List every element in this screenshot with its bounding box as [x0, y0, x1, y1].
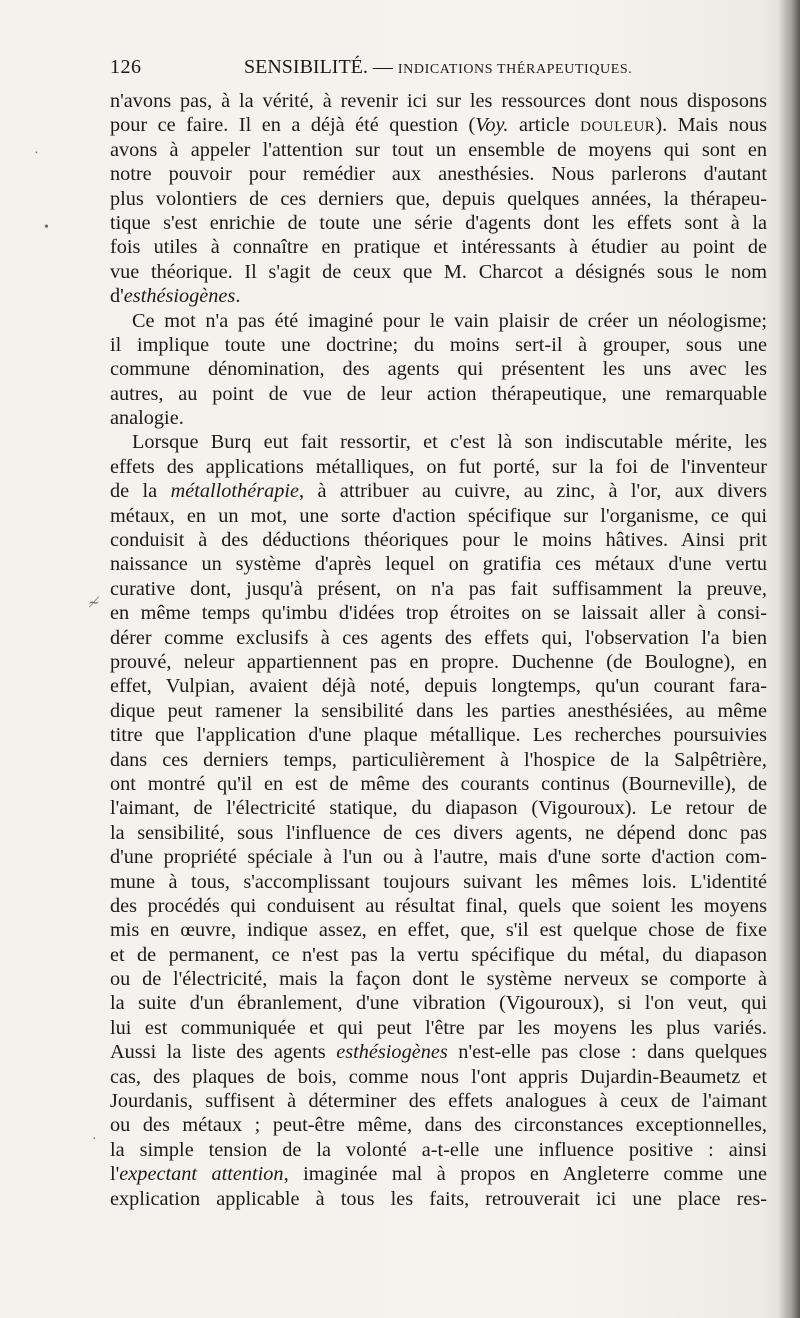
- text-line: fois utiles à connaître en pratique et intéressants à étudier au point de: [110, 236, 767, 259]
- text-line: effet, Vulpian, avaient déjà noté, depuis longtemps, qu'un courant fara-: [110, 675, 767, 698]
- text-line: naissance un système d'après lequel on gratifia ces métaux d'une vertu: [110, 553, 767, 576]
- text-line: d'esthésiogènes.: [110, 285, 241, 308]
- margin-dot: ·: [34, 146, 39, 161]
- text-line: la suite d'un ébranlement, d'une vibration (Vigouroux), si l'on veut, qui: [110, 992, 767, 1015]
- text-line: plus volontiers de ces derniers que, depuis quelques années, la thérapeu-: [110, 187, 767, 210]
- text-line: analogie.: [110, 407, 184, 430]
- text-line: d'une propriété spéciale à l'un ou à l'autre, mais d'une sorte d'action com-: [110, 846, 767, 869]
- text-line: autres, au point de vue de leur action thérapeutique, une remarquable: [110, 382, 767, 405]
- header-dash: —: [372, 56, 393, 78]
- text-line: ont montré qu'il en est de même des courants continus (Bourneville), de: [110, 772, 767, 795]
- text-line: ou de l'électricité, mais la façon dont le système nerveux se comporte à: [110, 968, 767, 991]
- text-line: effets des applications métalliques, on fut porté, sur la foi de l'inventeur: [110, 455, 767, 478]
- section-title: SENSIBILITÉ.: [244, 56, 368, 78]
- running-title: [244, 56, 632, 79]
- body-text: [110, 89, 767, 1211]
- text-line: pour ce faire. Il en a déjà été question (Voy. article DOULEUR). Mais nous: [110, 114, 767, 137]
- text-line: et de permanent, ce n'est pas la vertu spécifique du métal, du diapason: [110, 943, 767, 966]
- text-line: conduisit à des déductions théoriques pour le moins hâtives. Ainsi prit: [110, 529, 767, 552]
- text-line: avons à appeler l'attention sur tout un ensemble de moyens qui sont en: [110, 138, 767, 161]
- text-line: en même temps qu'imbu d'idées trop étroites on se laissait aller à consi-: [110, 602, 767, 625]
- margin-dot: ·: [92, 1132, 97, 1147]
- text-line: dique peut ramener la sensibilité dans les parties anesthésiées, au même: [110, 699, 767, 722]
- margin-mark: ≁: [88, 596, 100, 611]
- text-line: Ce mot n'a pas été imaginé pour le vain plaisir de créer un néologisme;: [132, 309, 767, 332]
- text-line: notre pouvoir pour remédier aux anesthésies. Nous parlerons d'autant: [110, 163, 767, 186]
- text-line: Aussi la liste des agents esthésiogènes n'est-elle pas close : dans quelques: [110, 1041, 768, 1064]
- text-line: mune à tous, s'accomplissant toujours suivant les mêmes lois. L'identité: [110, 870, 767, 893]
- text-line: Lorsque Burq eut fait ressortir, et c'est là son indiscutable mérite, les: [132, 431, 767, 454]
- text-line: dérer comme exclusifs à ces agents des effets qui, l'observation l'a bien: [110, 626, 767, 649]
- text-line: prouvé, neleur appartiennent pas en propre. Duchenne (de Boulogne), en: [110, 650, 767, 673]
- text-line: métaux, en un mot, une sorte d'action spécifique sur l'organisme, ce qui: [110, 504, 767, 527]
- text-line: l'aimant, de l'électricité statique, du diapason (Vigouroux). Le retour de: [110, 797, 767, 820]
- text-line: explication applicable à tous les faits, retrouverait ici une place res-: [110, 1187, 767, 1210]
- page-edge-shadow: [778, 0, 800, 1318]
- text-line: la simple tension de la volonté a-t-elle une influence positive : ainsi: [110, 1138, 767, 1161]
- text-line: des procédés qui conduisent au résultat final, quels que soient les moyens: [110, 894, 767, 917]
- text-line: lui est communiquée et qui peut l'être par les moyens les plus variés.: [110, 1016, 767, 1039]
- running-header: [110, 56, 770, 82]
- text-line: l'expectant attention, imaginée mal à propos en Angleterre comme une: [110, 1163, 767, 1186]
- text-line: commune dénomination, des agents qui présentent les uns avec les: [110, 358, 767, 381]
- text-line: tique s'est enrichie de toute une série d'agents dont les effets sont à la: [110, 211, 767, 234]
- text-line: curative dont, jusqu'à présent, on n'a pas fait suffisamment la preuve,: [110, 577, 767, 600]
- margin-dot: •: [44, 220, 49, 235]
- text-line: vue théorique. Il s'agit de ceux que M. Charcot a désignés sous le nom: [110, 260, 767, 283]
- text-line: ou des métaux ; peut-être même, dans des circonstances exceptionnelles,: [110, 1114, 767, 1137]
- text-line: n'avons pas, à la vérité, à revenir ici sur les ressources dont nous disposons: [110, 90, 767, 112]
- text-line: mis en œuvre, indique assez, en effet, que, s'il est quelque chose de fixe: [110, 919, 767, 942]
- text-line: Jourdanis, suffisent à déterminer des effets analogues à ceux de l'aimant: [110, 1090, 767, 1113]
- text-line: la sensibilité, sous l'influence de ces divers agents, ne dépend donc pas: [110, 821, 767, 844]
- text-line: dans ces derniers temps, particulièrement à l'hospice de la Salpêtrière,: [110, 748, 767, 771]
- section-subtitle: INDICATIONS THÉRAPEUTIQUES.: [397, 62, 633, 77]
- text-line: cas, des plaques de bois, comme nous l'ont appris Dujardin-Beaumetz et: [110, 1065, 767, 1088]
- text-line: de la métallothérapie, à attribuer au cuivre, au zinc, à l'or, aux divers: [110, 480, 768, 503]
- text-line: titre que l'application d'une plaque métallique. Les recherches poursuivies: [110, 724, 767, 747]
- text-line: il implique toute une doctrine; du moins sert-il à grouper, sous une: [110, 333, 767, 356]
- page-number: 126: [110, 56, 142, 78]
